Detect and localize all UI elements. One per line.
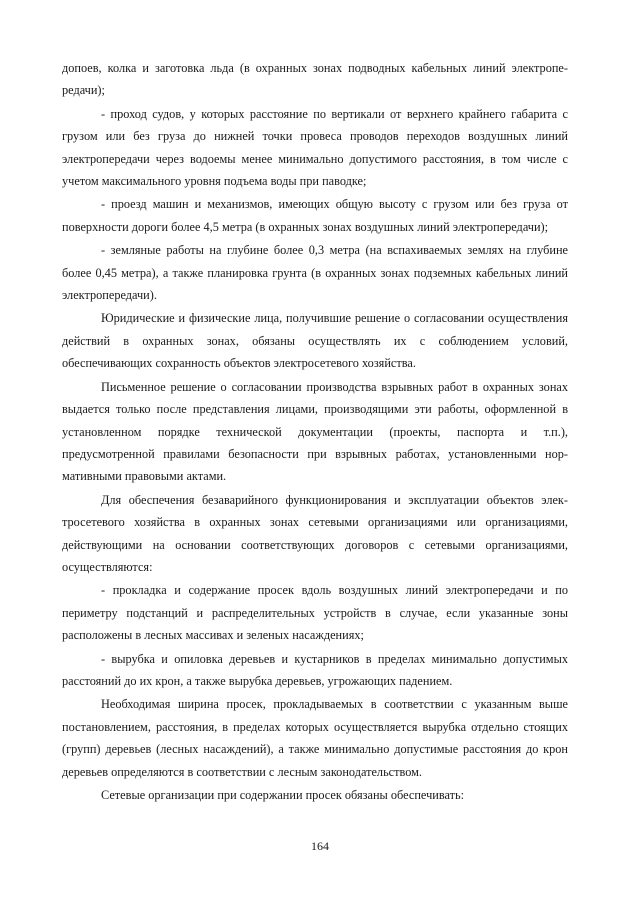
paragraph: - вырубка и опиловка деревьев и кустарников в пределах минимально допустимых расстояний до их крон, а также вырубка деревьев, угрожающих падением. (62, 651, 568, 688)
paragraph: Юридические и физические лица, получившие решение о согласовании осуществления действий в охранных зонах, обязаны осуществлять их с соблюдением условий, обеспечивающих сохранность объектов электросетевого хозяйства. (62, 311, 568, 371)
paragraph: Письменное решение о согласовании производства взрывных работ в охранных зонах выдается только после представления лицами, производящими эти работы, оформленной в установленном порядке технической документации (проекты, паспорта и т.п.), предусмотренной правилами безопасности при взрывных работах, установленными нормативными правовыми актами. (62, 379, 568, 484)
paragraph: - проход судов, у которых расстояние по вертикали от верхнего крайнего габарита с грузом или без груза до нижней точки провеса проводов переходов воздушных линий электропередачи через водоемы менее минимально допустимого расстояния, в том числе с учетом максимального уровня подъема воды при паводке; (62, 106, 568, 189)
page-body (62, 57, 568, 807)
paragraph: допоев, колка и заготовка льда (в охранных зонах подводных кабельных линий электропередачи); (62, 61, 568, 98)
page-number: 164 (311, 839, 329, 853)
paragraph: Для обеспечения безаварийного функционирования и эксплуатации объектов электросетевого хозяйства в охранных зонах сетевыми организациями или организациями, действующими на основании соответствующих договоров с сетевыми организациями, осуществляются: (62, 492, 568, 574)
paragraph: Сетевые организации при содержании просек обязаны обеспечивать: (101, 788, 465, 802)
paragraph: - прокладка и содержание просек вдоль воздушных линий электропередачи и по периметру подстанций и распределительных устройств в случае, если указанные зоны расположены в лесных массивах и зеленых насаждениях; (62, 583, 568, 643)
paragraph: Необходимая ширина просек, прокладываемых в соответствии с указанным выше постановлением, расстояния, в пределах которых осуществляется вырубка отдельно стоящих (групп) деревьев (лесных насаждений), а также минимально допустимые расстояния до крон деревьев определяются в соответствии с лесным законодательством. (62, 697, 568, 779)
paragraph: - земляные работы на глубине более 0,3 метра (на вспахиваемых землях на глубине более 0,45 метра), а также планировка грунта (в охранных зонах подземных кабельных линий электропередачи). (62, 243, 568, 303)
paragraph: - проезд машин и механизмов, имеющих общую высоту с грузом или без груза от поверхности дороги более 4,5 метра (в охранных зонах воздушных линий электропередачи); (62, 197, 568, 234)
